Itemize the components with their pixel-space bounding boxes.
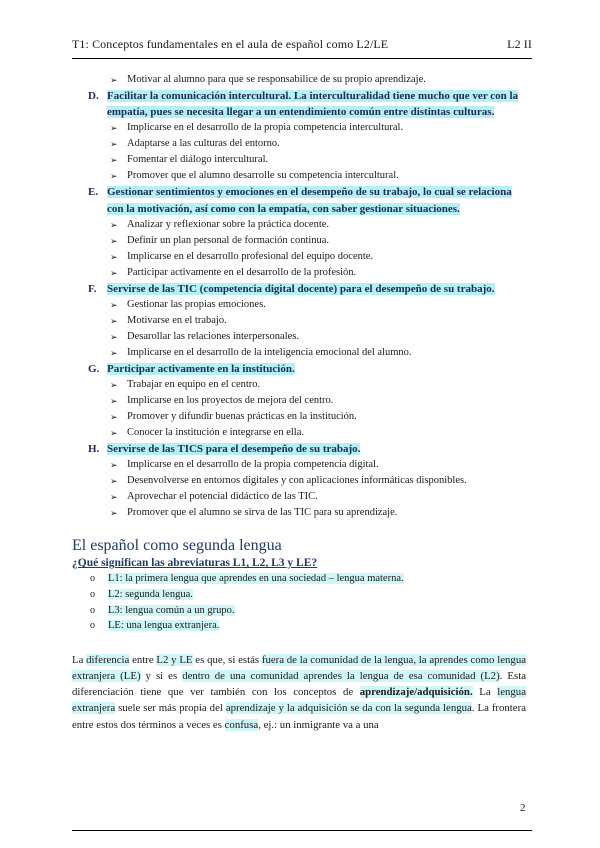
list-item-text: Participar activamente en el desarrollo de la profesión. (127, 266, 357, 278)
text-run: es que, si estás (192, 653, 262, 666)
section-heading-h (0, 441, 600, 457)
list-item (0, 603, 600, 619)
circle-bullet-icon: o (90, 620, 95, 632)
list-item (0, 329, 600, 345)
list-item-text: Implicarse en el desarrollo de la inteligencia emocional del alumno. (127, 347, 412, 359)
arrow-bullet-icon: ➢ (110, 235, 118, 246)
section-title: Participar activamente en la institución. (107, 363, 295, 376)
arrow-bullet-icon: ➢ (110, 251, 118, 262)
list-item-text: Conocer la institución e integrarse en ella. (127, 427, 304, 439)
section-letter: H. (88, 443, 100, 456)
header-title: T1: Conceptos fundamentales en el aula de español como L2/LE (72, 37, 389, 51)
list-item (0, 409, 600, 425)
list-item-text: Trabajar en equipo en el centro. (127, 379, 261, 391)
text-run: La (72, 653, 87, 666)
arrow-bullet-icon: ➢ (110, 171, 118, 182)
arrow-bullet-icon: ➢ (110, 267, 118, 278)
arrow-bullet-icon: ➢ (110, 428, 118, 439)
footer-rule (72, 830, 532, 831)
list-item (0, 120, 600, 136)
highlighted-text: dentro de una comunidad aprendes la lengua de esa comunidad (L2) (182, 670, 500, 682)
section-title: Gestionar sentimientos y emociones en el desempeño de su trabajo, lo cual se relaciona con la motivación, así como con la empatía, con saber gestionar situaciones. (107, 186, 512, 215)
list-item (0, 265, 600, 281)
list-item (0, 571, 600, 587)
section-heading-d (0, 88, 600, 120)
arrow-bullet-icon: ➢ (110, 75, 118, 85)
text-run: . La frontera entre estos dos términos a veces es (72, 702, 526, 731)
list-item-text: L1: la primera lengua que aprendes en una sociedad – lengua materna. (108, 573, 404, 585)
arrow-bullet-icon: ➢ (110, 332, 118, 343)
list-item-text: Analizar y reflexionar sobre la práctica docente. (127, 218, 330, 230)
page-header (72, 37, 532, 52)
arrow-bullet-icon: ➢ (110, 508, 118, 519)
list-item (0, 168, 600, 184)
arrow-bullet-icon: ➢ (110, 348, 118, 359)
list-item-text: LE: una lengua extranjera. (108, 620, 220, 632)
highlighted-text: confusa (224, 718, 259, 731)
list-item (0, 136, 600, 152)
list-item-text: Motivar al alumno para que se responsabilice de su propio aprendizaje. (127, 74, 426, 85)
list-item-text: Implicarse en los proyectos de mejora del centro. (127, 395, 334, 407)
section-letter: D. (88, 90, 99, 102)
list-item-text: Desarollar las relaciones interpersonales. (127, 331, 300, 343)
list-item (0, 393, 600, 409)
arrow-bullet-icon: ➢ (110, 300, 118, 311)
list-item (0, 618, 600, 634)
highlighted-text: lengua extranjera (72, 686, 526, 715)
list-item (0, 297, 600, 313)
page-number: 2 (520, 802, 526, 814)
arrow-bullet-icon: ➢ (110, 380, 118, 391)
arrow-bullet-icon: ➢ (110, 123, 118, 134)
highlighted-text: aprendizaje y la adquisición se da con la segunda lengua (225, 702, 472, 715)
list-item (0, 505, 600, 521)
list-item (0, 587, 600, 603)
list-item-text: Definir un plan personal de formación continua. (127, 234, 330, 246)
header-rule (72, 58, 532, 59)
list-item (0, 217, 600, 233)
list-item (0, 457, 600, 473)
section-letter: E. (88, 186, 99, 199)
section-title: Servirse de las TIC (competencia digital docente) para el desempeño de su trabajo. (107, 282, 495, 295)
highlighted-text: L2 y LE (156, 653, 193, 666)
circle-bullet-icon: o (90, 589, 95, 601)
list-item (0, 313, 600, 329)
list-item-text: Fomentar el diálogo intercultural. (127, 154, 269, 166)
circle-bullet-icon: o (90, 604, 95, 616)
arrow-bullet-icon: ➢ (110, 155, 118, 166)
list-item-text: Adaptarse a las culturas del entorno. (127, 138, 280, 150)
list-item-text: Gestionar las propias emociones. (127, 299, 266, 311)
text-run: entre (129, 653, 157, 666)
arrow-bullet-icon: ➢ (110, 476, 118, 487)
list-item-text: Desenvolverse en entornos digitales y con aplicaciones informáticas disponibles. (127, 475, 467, 487)
list-item (0, 425, 600, 441)
list-item-text: Implicarse en el desarrollo de la propia competencia intercultural. (127, 122, 404, 134)
list-item-text: L3: lengua común a un grupo. (108, 604, 235, 616)
list-item-text: Aprovechar el potencial didáctico de las TIC. (127, 491, 318, 503)
section-heading-e (0, 184, 600, 216)
highlighted-text: fuera de la comunidad de la lengua, la aprendes como lengua extranjera (LE) (72, 653, 527, 682)
highlighted-bold-text: aprendizaje/adquisición. (359, 686, 473, 699)
text-run: suele ser más propia del (115, 702, 226, 715)
highlighted-text: diferencia (86, 653, 130, 666)
list-item-text: Implicarse en el desarrollo de la propia competencia digital. (127, 459, 379, 471)
section-letter: G. (88, 363, 100, 376)
list-item (0, 489, 600, 505)
list-item-text: Implicarse en el desarrollo profesional del equipo docente. (127, 250, 374, 262)
arrow-bullet-icon: ➢ (110, 316, 118, 327)
section-letter: F. (88, 282, 97, 295)
list-item (0, 233, 600, 249)
list-item (0, 345, 600, 361)
section-title-second-language: El español como segunda lengua (72, 537, 282, 555)
list-item (0, 152, 600, 168)
question-heading: ¿Qué significan las abreviaturas L1, L2, L3 y LE? (72, 557, 318, 570)
text-run: , ej.: un inmigrante va a una (258, 718, 379, 731)
circle-bullet-icon: o (90, 573, 95, 585)
arrow-bullet-icon: ➢ (110, 460, 118, 471)
list-item-text: L2: segunda lengua. (108, 589, 193, 601)
list-item-text: Promover que el alumno se sirva de las TIC para su aprendizaje. (127, 507, 398, 519)
list-item (0, 72, 600, 88)
list-item (0, 473, 600, 489)
list-item (0, 249, 600, 265)
list-item-text: Motivarse en el trabajo. (127, 315, 227, 327)
section-heading-g (0, 361, 600, 377)
arrow-bullet-icon: ➢ (110, 492, 118, 503)
page-content (0, 72, 600, 733)
arrow-bullet-icon: ➢ (110, 412, 118, 423)
text-run: La (472, 686, 498, 699)
text-run: . Esta diferenciación tiene que ver también con los conceptos de (72, 670, 526, 699)
arrow-bullet-icon: ➢ (110, 139, 118, 150)
arrow-bullet-icon: ➢ (110, 396, 118, 407)
arrow-bullet-icon: ➢ (110, 219, 118, 230)
list-item (0, 377, 600, 393)
body-paragraph (0, 652, 600, 733)
list-item-text: Promover y difundir buenas prácticas en la institución. (127, 411, 357, 423)
section-heading-f (0, 281, 600, 297)
list-item-text: Promover que el alumno desarrolle su competencia intercultural. (127, 170, 399, 182)
header-course: L2 II (507, 37, 532, 51)
text-run: y si es (140, 670, 183, 682)
section-title: Servirse de las TICS para el desempeño de su trabajo. (107, 443, 361, 456)
section-title: Facilitar la comunicación intercultural. La interculturalidad tiene mucho que ver con la empatía, pues se necesita llegar a un entendimiento común entre distintas culturas. (107, 90, 519, 119)
